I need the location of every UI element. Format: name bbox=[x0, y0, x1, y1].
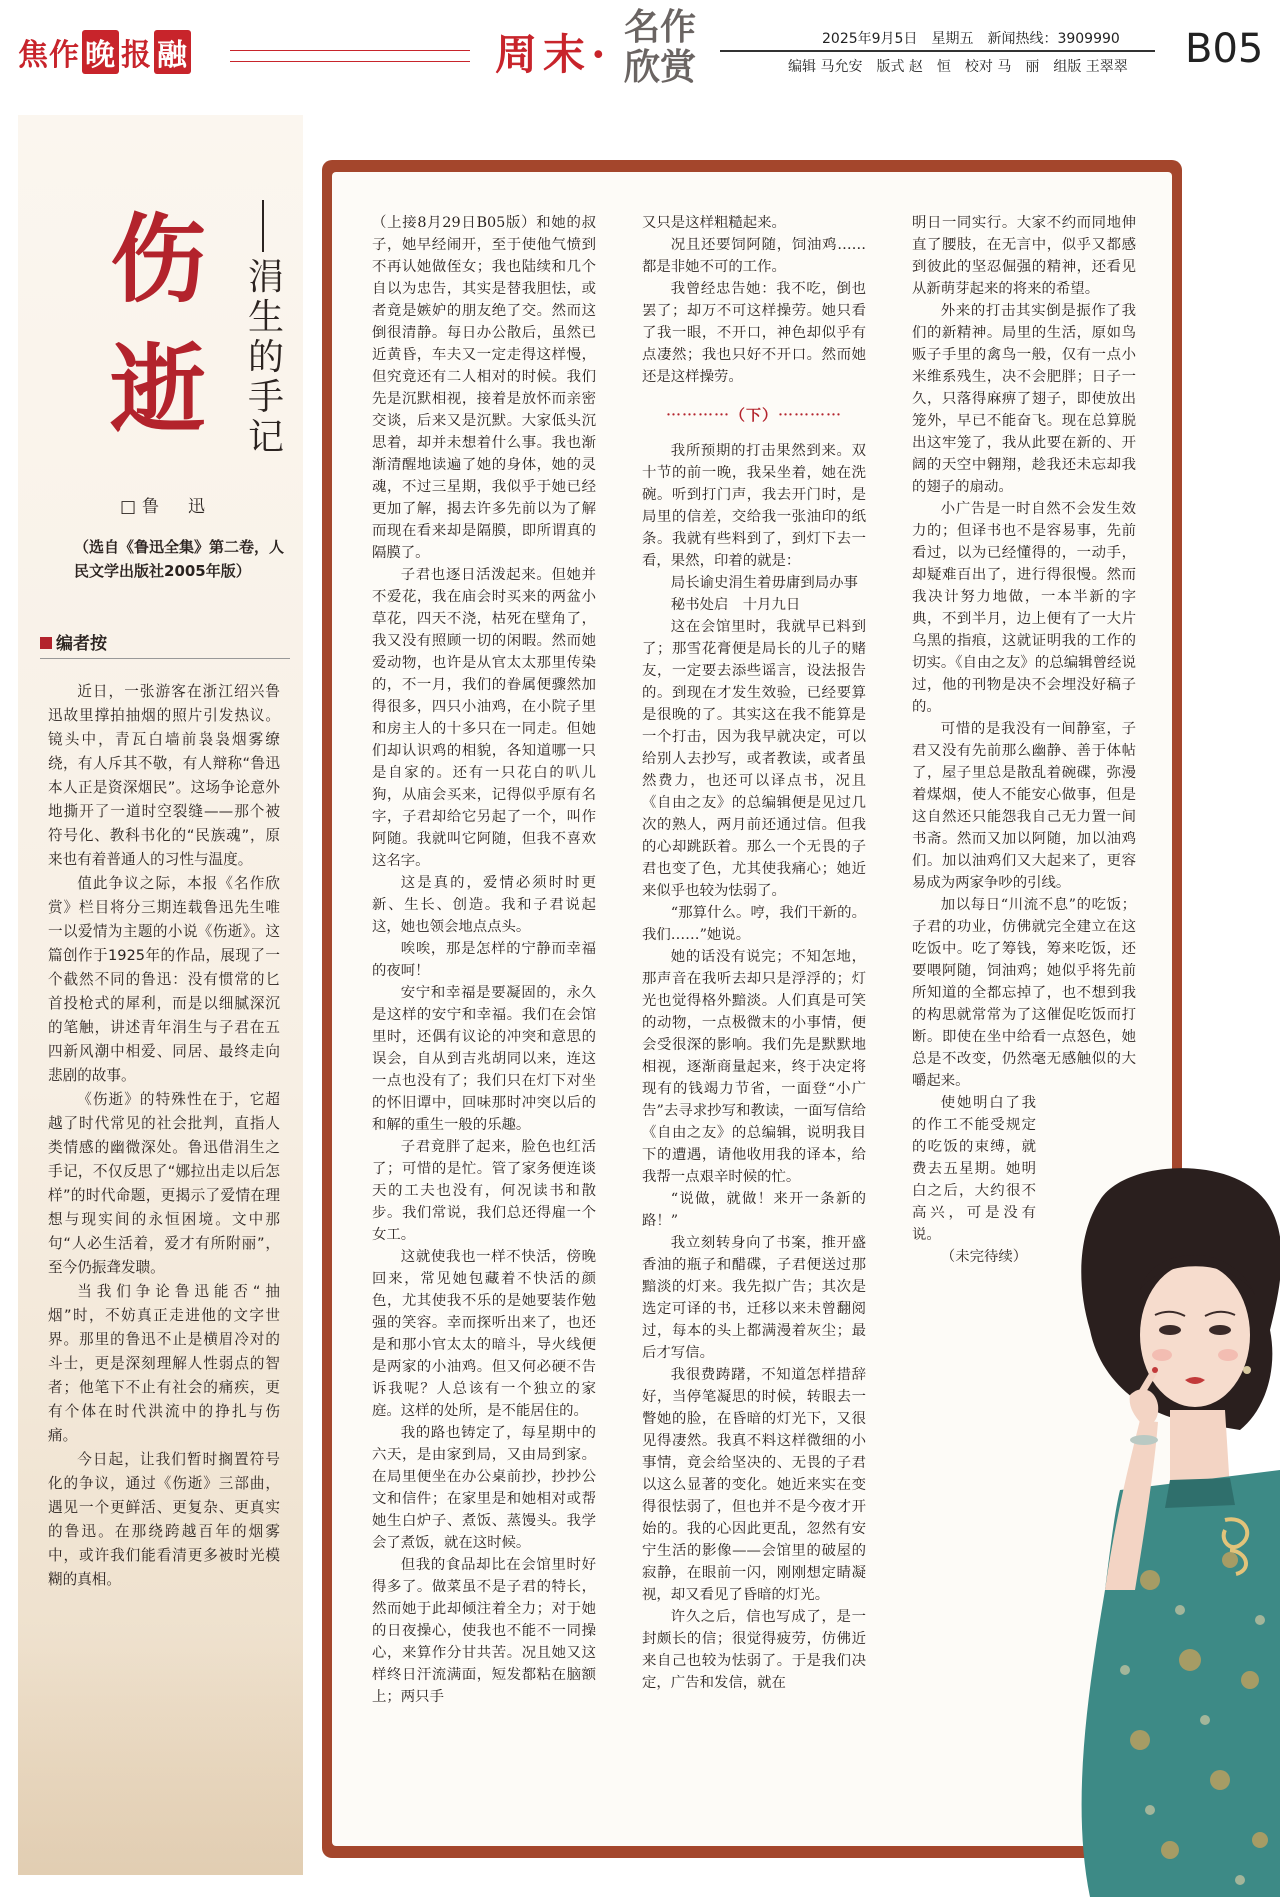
story-paragraph: 又只是这样粗糙起来。 bbox=[642, 215, 786, 231]
story-paragraph: 子君也逐日活泼起来。但她并不爱花，我在庙会时买来的两盆小草花，四天不浇，枯死在壁角了，我又没有照顾一切的闲暇。然而她爱动物，也许是从官太太那里传染的，不一月，我们的眷属便骤然加得很多，四只小油鸡，在小院子里和房主人的十多只在一同走。但她们却认识鸡的相貌，各知道哪一只是自家的。还有一只花白的叭儿狗，从庙会买来，记得似乎原有名字，子君却给它另起了一个，叫作阿随。我就叫它阿随，但我不喜欢这名字。 bbox=[372, 567, 596, 869]
editor-paragraph: 今日起，让我们暂时搁置符号化的争议，通过《伤逝》三部曲，遇见一个更鲜活、更复杂、更真实的鲁迅。在那绕跨越百年的烟雾中，或许我们能看清更多被时光模糊的真相。 bbox=[48, 1451, 280, 1588]
story-paragraph: （上接8月29日B05版）和她的叔子，她早经闹开，至于使他气愤到不再认她做侄女；我也陆续和几个自以为忠告，其实是替我胆怯，或者竟是嫉妒的朋友绝了交。然而这倒很清静。每日办公散后，虽然已近黄昏，车夫又一定走得这样慢，但究竟还有二人相对的时候。我们先是沉默相视，接着是放怀而亲密交谈，后来又是沉默。大家低头沉思着，却并未想着什么事。我也渐渐清醒地读遍了她的身体，她的灵魂，不过三星期，我似乎于她已经更加了解，揭去许多先前以为了解而现在看来却是隔膜，即所谓真的隔膜了。 bbox=[372, 215, 596, 561]
story-paragraph: 但我的食品却比在会馆里时好得多了。做菜虽不是子君的特长，然而她于此却倾注着全力；对于她的日夜操心，使我也不能不一同操心，来算作分甘共苦。况且她又这样终日汗流满面，短发都粘在脑额上；两只手 bbox=[372, 1557, 596, 1705]
story-paragraph: “那算什么。哼，我们干新的。我们……”她说。 bbox=[642, 905, 866, 943]
title-dash bbox=[262, 200, 264, 252]
story-paragraph: 她的话没有说完；不知怎地，那声音在我听去却只是浮浮的；灯光也觉得格外黯淡。人们真是可笑的动物，一点极微末的小事情，便会受很深的影响。我们先是默默地相视，逐渐商量起来，终于决定将现有的钱竭力节省，一面登“小广告”去寻求抄写和教读，一面写信给《自由之友》的总编辑，说明我目下的遭遇，请他收用我的译本，给我帮一点艰辛时候的忙。 bbox=[642, 949, 866, 1185]
logo-box-1: 晚 bbox=[82, 30, 119, 74]
author-byline: □鲁 迅 bbox=[120, 497, 212, 517]
story-paragraph: 我的路也铸定了，每星期中的六天，是由家到局，又由局到家。在局里便坐在办公桌前抄，抄抄公文和信件；在家里是和她相对或帮她生白炉子、煮饭、蒸馒头。我学会了煮饭，就在这时候。 bbox=[372, 1425, 596, 1551]
article-subtitle: 涓生的手记 bbox=[247, 257, 284, 458]
dateline: 2025年9月5日 星期五 新闻热线：3909990 bbox=[822, 31, 1120, 47]
story-paragraph: 我曾经忠告她：我不吃，倒也罢了；却万不可这样操劳。她只看了我一眼，不开口，神色却似乎有点凄然；我也只好不开口。然而她还是这样操劳。 bbox=[642, 281, 866, 385]
logo-box-2: 融 bbox=[154, 30, 191, 74]
story-paragraph: 这是真的，爱情必须时时更新、生长、创造。我和子君说起这，她也领会地点点头。 bbox=[372, 875, 596, 935]
editor-note-rule bbox=[40, 658, 290, 659]
story-paragraph: 外来的打击其实倒是振作了我们的新精神。局里的生活，原如鸟贩子手里的禽鸟一般，仅有一点小米维系残生，决不会肥胖；日子一久，只落得麻痹了翅子，即使放出笼外，早已不能奋飞。现在总算脱出这牢笼了，我从此要在新的、开阔的天空中翱翔，趁我还未忘却我的翅子的扇动。 bbox=[912, 303, 1136, 495]
editor-note-body bbox=[48, 680, 280, 1592]
column-name: 名作欣赏 bbox=[623, 7, 696, 88]
lady-illustration bbox=[1030, 1160, 1280, 1897]
story-paragraph: 子君竟胖了起来，脸色也红活了；可惜的是忙。管了家务便连谈天的工夫也没有，何况读书和散步。我们常说，我们总还得雇一个女工。 bbox=[372, 1139, 596, 1243]
notice-line: 秘书处启 十月九日 bbox=[670, 597, 801, 613]
masthead-rule-left bbox=[230, 50, 470, 62]
story-paragraph: 我所预期的打击果然到来。双十节的前一晚，我呆坐着，她在洗碗。听到打门声，我去开门时，是局里的信差，交给我一张油印的纸条。我就有些料到了，到灯下去一看，果然，印着的就是： bbox=[642, 443, 866, 569]
notice-line: 局长谕史涓生着毋庸到局办事 bbox=[670, 575, 858, 591]
square-bullet-icon bbox=[40, 637, 52, 649]
article-title: 伤逝 bbox=[110, 203, 206, 446]
story-column-2 bbox=[642, 212, 866, 1694]
story-paragraph: 加以每日“川流不息”的吃饭；子君的功业，仿佛就完全建立在这吃饭中。吃了筹钱，筹来吃饭，还要喂阿随，饲油鸡；她似乎将先前所知道的全都忘掉了，也不想到我的构思就常常为了这催促吃饭而打断。即使在坐中给看一点怒色，她总是不改变，仍然毫无感触似的大嚼起来。 bbox=[912, 897, 1136, 1089]
story-paragraph: 这就使我也一样不快活，傍晚回来，常见她包藏着不快活的颜色，尤其使我不乐的是她要装作勉强的笑容。幸而探听出来了，也还是和那小官太太的暗斗，导火线便是两家的小油鸡。但又何必硬不告诉我呢？人总该有一个独立的家庭。这样的处所，是不能居住的。 bbox=[372, 1249, 596, 1419]
logo-text-2: 报 bbox=[121, 38, 152, 73]
masthead bbox=[0, 0, 1280, 100]
editor-paragraph: 当我们争论鲁迅能否“抽烟”时，不妨真正走进他的文字世界。那里的鲁迅不止是横眉冷对的斗士，更是深刻理解人性弱点的智者；他笔下不止有社会的痛疾，更有个体在时代洪流中的挣扎与伤痛。 bbox=[48, 1283, 280, 1444]
story-paragraph: 小广告是一时自然不会发生效力的；但译书也不是容易事，先前看过，以为已经懂得的，一动手，却疑难百出了，进行得很慢。然而我决计努力地做，一本半新的字典，不到半月，边上便有了一大片乌黑的指痕，这就证明我的工作的切实。《自由之友》的总编辑曾经说过，他的刊物是决不会埋没好稿子的。 bbox=[912, 501, 1136, 715]
masthead-rule-right bbox=[720, 50, 1155, 52]
story-paragraph: 明日一同实行。大家不约而同地伸直了腰肢，在无言中，似乎又都感到彼此的坚忍倔强的精神，还看见从新萌芽起来的将来的希望。 bbox=[912, 215, 1136, 297]
story-column-3 bbox=[912, 212, 1136, 1268]
story-paragraph: 我很费踌躇，不知道怎样措辞好，当停笔凝思的时候，转眼去一瞥她的脸，在昏暗的灯光下，又很见得凄然。我真不料这样微细的小事情，竟会给坚决的、无畏的子君以这么显著的变化。她近来实在变得很怯弱了，但也并不是今夜才开始的。我的心因此更乱，忽然有安宁生活的影像——会馆里的破屋的寂静，在眼前一闪，刚刚想定睛凝视，却又看见了昏暗的灯光。 bbox=[642, 1367, 866, 1603]
editor-note-heading bbox=[40, 629, 107, 654]
story-paragraph: 安宁和幸福是要凝固的，永久是这样的安宁和幸福。我们在会馆里时，还偶有议论的冲突和意思的误会，自从到吉兆胡同以来，连这一点也没有了；我们只在灯下对坐的怀旧谭中，回味那时冲突以后的和解的重生一般的乐趣。 bbox=[372, 985, 596, 1133]
editor-paragraph: 近日，一张游客在浙江绍兴鲁迅故里撑拍抽烟的照片引发热议。镜头中，青瓦白墙前袅袅烟雾缭绕，有人斥其不敬，有人辩称“鲁迅本人正是资深烟民”。这场争论意外地撕开了一道时空裂缝——那个被符号化、教科书化的“民族魂”，原来也有着普通人的习性与温度。 bbox=[48, 683, 280, 868]
story-paragraph: 许久之后，信也写成了，是一封颇长的信；很觉得疲劳，仿佛近来自己也较为怯弱了。于是我们决定，广告和发信，就在 bbox=[642, 1609, 866, 1691]
story-paragraph: 唉唉，那是怎样的宁静而幸福的夜呵！ bbox=[372, 941, 596, 979]
staff-credits: 编辑 马允安 版式 赵 恒 校对 马 丽 组版 王翠翠 bbox=[788, 59, 1128, 75]
editor-paragraph: 《伤逝》的特殊性在于，它超越了时代常见的社会批判，直指人类情感的幽微深处。鲁迅借涓生之手记，不仅反思了“娜拉出走以后怎样”的时代命题，更揭示了爱情在理想与现实间的永恒困境。文中那句“人必生活着，爱才有所附丽”，至今仍振聋发聩。 bbox=[48, 1091, 280, 1276]
story-paragraph: 使她明白了我的作工不能受规定的吃饭的束缚，就费去五星期。她明白之后，大约很不高兴，可是没有说。 bbox=[912, 1095, 1036, 1243]
section-name: 周末· bbox=[495, 30, 612, 79]
story-paragraph: 这在会馆里时，我就早已料到了；那雪花膏便是局长的儿子的赌友，一定要去添些谣言，设法报告的。到现在才发生效验，已经要算是很晚的了。其实这在我不能算是一个打击，因为我早就决定，可以给别人去抄写，或者教读，或者虽然费力，也还可以译点书，况且《自由之友》的总编辑便是见过几次的熟人，两月前还通过信。但我的心却跳跃着。那么一个无畏的子君也变了色，尤其使我痛心；她近来似乎也较为怯弱了。 bbox=[642, 619, 866, 899]
story-paragraph: 可惜的是我没有一间静室，子君又没有先前那么幽静、善于体帖了，屋子里总是散乱着碗碟，弥漫着煤烟，使人不能安心做事，但是这自然还只能怨我自己无力置一间书斋。然而又加以阿随，加以油鸡们。加以油鸡们又大起来了，更容易成为两家争吵的引线。 bbox=[912, 721, 1136, 891]
page-number: B05 bbox=[1185, 26, 1264, 72]
story-paragraph: 我立刻转身向了书案，推开盛香油的瓶子和醋碟，子君便送过那黯淡的灯来。我先拟广告；其次是选定可译的书，迁移以来未曾翻阅过，每本的头上都满漫着灰尘；最后才写信。 bbox=[642, 1235, 866, 1361]
editor-paragraph: 值此争议之际，本报《名作欣赏》栏目将分三期连载鲁迅先生唯一以爱情为主题的小说《伤逝》。这篇创作于1925年的作品，展现了一个截然不同的鲁迅：没有惯常的匕首投枪式的犀利，而是以细腻深沉的笔触，讲述青年涓生与子君在五四新风潮中相爱、同居、最终走向悲剧的故事。 bbox=[48, 875, 280, 1084]
to-be-continued: （未完待续） bbox=[940, 1249, 1028, 1265]
newspaper-logo[interactable] bbox=[18, 30, 193, 74]
story-column-1 bbox=[372, 212, 596, 1708]
logo-text: 焦作 bbox=[18, 38, 80, 73]
story-narrow-block bbox=[912, 1092, 1036, 1268]
source-note: （选自《鲁迅全集》第二卷，人民文学出版社2005年版） bbox=[74, 538, 285, 580]
story-paragraph: 况且还要饲阿随，饲油鸡……都是非她不可的工作。 bbox=[642, 237, 866, 275]
editor-note-heading-text: 编者按 bbox=[56, 634, 107, 654]
story-paragraph: “说做，就做！来开一条新的路！” bbox=[642, 1191, 866, 1229]
section-marker: ⋯⋯⋯⋯（下）⋯⋯⋯⋯ bbox=[665, 406, 842, 424]
